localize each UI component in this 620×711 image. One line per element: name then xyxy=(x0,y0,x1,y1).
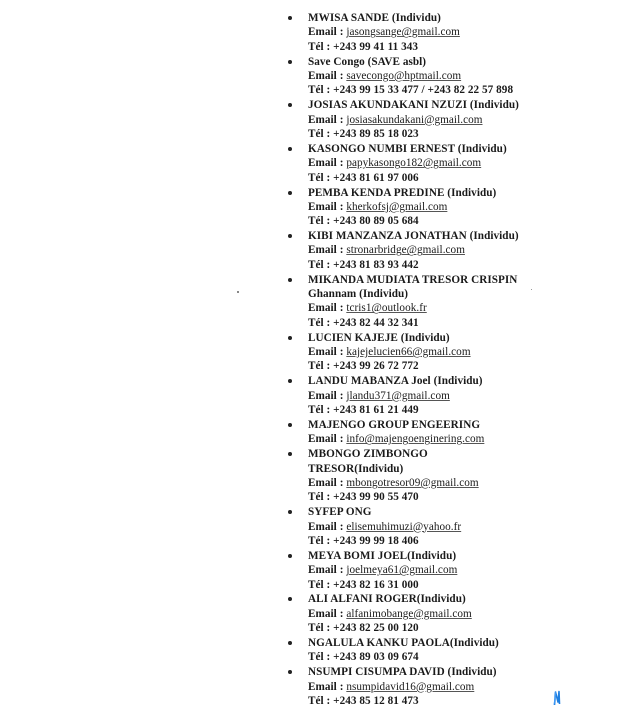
bullet-icon xyxy=(288,597,292,601)
phone-label: Tél : xyxy=(308,127,334,140)
email-label: Email : xyxy=(308,157,347,170)
email-link[interactable]: jlandu371@gmail.com xyxy=(346,389,450,402)
phone-line xyxy=(308,534,586,548)
bullet-icon xyxy=(288,191,292,195)
phone-label: Tél : xyxy=(308,258,334,271)
email-label: Email : xyxy=(308,389,347,402)
phone-label: Tél : xyxy=(308,316,334,329)
phone-label: Tél : xyxy=(308,534,334,547)
email-line xyxy=(308,563,586,577)
email-line xyxy=(308,243,586,257)
email-label: Email : xyxy=(308,200,347,213)
phone-number: +243 99 26 72 772 xyxy=(333,360,419,373)
email-link[interactable]: mbongotresor09@gmail.com xyxy=(346,476,479,489)
email-line xyxy=(308,69,586,83)
phone-line xyxy=(308,40,586,54)
phone-number: +243 85 12 81 473 xyxy=(333,695,419,708)
email-link[interactable]: jasongsange@gmail.com xyxy=(346,26,460,39)
bullet-icon xyxy=(288,336,292,340)
contact-name: NGALULA KANKU PAOLA(Individu) xyxy=(308,637,499,650)
email-label: Email : xyxy=(308,26,347,39)
email-line xyxy=(308,389,586,403)
phone-line xyxy=(308,403,586,417)
contact-list xyxy=(286,11,586,709)
email-label: Email : xyxy=(308,69,347,82)
contact-entry xyxy=(286,331,586,374)
email-line xyxy=(308,200,586,214)
bullet-icon xyxy=(288,278,292,282)
phone-label: Tél : xyxy=(308,651,334,664)
contact-entry xyxy=(286,549,586,592)
bullet-icon xyxy=(288,510,292,514)
phone-number: +243 89 03 09 674 xyxy=(333,651,419,664)
contact-entry xyxy=(286,229,586,272)
email-link[interactable]: kherkofsj@gmail.com xyxy=(346,200,448,213)
contact-entry xyxy=(286,447,586,504)
contact-name: NSUMPI CISUMPA DAVID (Individu) xyxy=(308,666,497,679)
email-link[interactable]: nsumpidavid16@gmail.com xyxy=(346,680,475,693)
phone-number: +243 82 25 00 120 xyxy=(333,622,419,635)
bullet-icon xyxy=(288,554,292,558)
contact-name: PEMBA KENDA PREDINE (Individu) xyxy=(308,186,497,199)
email-line xyxy=(308,156,586,170)
phone-label: Tél : xyxy=(308,695,334,708)
contact-name: MIKANDA MUDIATA TRESOR CRISPIN xyxy=(308,273,518,286)
email-label: Email : xyxy=(308,607,347,620)
scan-artifact xyxy=(237,291,239,293)
email-label: Email : xyxy=(308,680,347,693)
email-line xyxy=(308,345,586,359)
contact-name: LANDU MABANZA Joel (Individu) xyxy=(308,375,483,388)
contact-entry xyxy=(286,11,586,54)
contact-name: MBONGO ZIMBONGO xyxy=(308,448,428,461)
contact-name: JOSIAS AKUNDAKANI NZUZI (Individu) xyxy=(308,99,519,112)
email-link[interactable]: stronarbridge@gmail.com xyxy=(346,244,465,257)
contact-name: KIBI MANZANZA JONATHAN (Individu) xyxy=(308,230,519,243)
email-line xyxy=(308,520,586,534)
contact-entry xyxy=(286,592,586,635)
contact-name: LUCIEN KAJEJE (Individu) xyxy=(308,331,450,344)
email-line xyxy=(308,432,586,446)
phone-number: +243 99 41 11 343 xyxy=(333,40,419,53)
email-line xyxy=(308,113,586,127)
contact-name: Save Congo (SAVE asbl) xyxy=(308,55,427,68)
phone-line xyxy=(308,694,586,708)
phone-number: +243 99 99 18 406 xyxy=(333,534,419,547)
bullet-icon xyxy=(288,641,292,645)
email-label: Email : xyxy=(308,346,347,359)
phone-label: Tél : xyxy=(308,491,334,504)
contact-entry xyxy=(286,186,586,229)
phone-number: +243 82 16 31 000 xyxy=(333,578,419,591)
phone-label: Tél : xyxy=(308,578,334,591)
email-label: Email : xyxy=(308,113,347,126)
email-link[interactable]: kajejelucien66@gmail.com xyxy=(346,346,471,359)
contact-entry xyxy=(286,665,586,708)
contact-entry xyxy=(286,374,586,417)
contact-name: KASONGO NUMBI ERNEST (Individu) xyxy=(308,142,507,155)
phone-line xyxy=(308,650,586,664)
phone-line xyxy=(308,490,586,504)
phone-label: Tél : xyxy=(308,360,334,373)
contact-name: MEYA BOMI JOEL(Individu) xyxy=(308,549,457,562)
contact-name: TRESOR(Individu) xyxy=(308,462,404,475)
email-label: Email : xyxy=(308,433,347,446)
contact-entry xyxy=(286,273,586,330)
phone-line xyxy=(308,359,586,373)
email-label: Email : xyxy=(308,476,347,489)
contact-name: SYFEP ONG xyxy=(308,506,372,519)
phone-label: Tél : xyxy=(308,404,334,417)
email-link[interactable]: elisemuhimuzi@yahoo.fr xyxy=(346,520,462,533)
phone-line xyxy=(308,578,586,592)
email-link[interactable]: josiasakundakani@gmail.com xyxy=(346,113,483,126)
contact-name: MAJENGO GROUP ENGEERING xyxy=(308,418,481,431)
contact-entry xyxy=(286,55,586,98)
bullet-icon xyxy=(288,670,292,674)
bullet-icon xyxy=(288,16,292,20)
email-line xyxy=(308,25,586,39)
phone-label: Tél : xyxy=(308,40,334,53)
phone-line xyxy=(308,83,586,97)
phone-number: +243 82 44 32 341 xyxy=(333,316,419,329)
contact-name: MWISA SANDE (Individu) xyxy=(308,12,441,24)
phone-line xyxy=(308,258,586,272)
phone-label: Tél : xyxy=(308,171,334,184)
phone-number: +243 99 90 55 470 xyxy=(333,491,419,504)
phone-label: Tél : xyxy=(308,622,334,635)
phone-line xyxy=(308,127,586,141)
email-label: Email : xyxy=(308,564,347,577)
email-link[interactable]: savecongo@hptmail.com xyxy=(346,69,462,82)
email-link[interactable]: info@majengoenginering.com xyxy=(346,433,485,446)
handwritten-initial-mark xyxy=(553,690,561,706)
email-label: Email : xyxy=(308,302,347,315)
phone-number: +243 81 83 93 442 xyxy=(333,258,419,271)
phone-label: Tél : xyxy=(308,215,334,228)
contact-entry xyxy=(286,636,586,665)
phone-number: +243 81 61 97 006 xyxy=(333,171,419,184)
email-line xyxy=(308,476,586,490)
contact-name: ALI ALFANI ROGER(Individu) xyxy=(308,593,466,606)
email-line xyxy=(308,301,586,315)
email-line xyxy=(308,680,586,694)
email-link[interactable]: joelmeya61@gmail.com xyxy=(346,564,458,577)
email-link[interactable]: tcris1@outlook.fr xyxy=(346,302,427,315)
contact-entry xyxy=(286,418,586,447)
bullet-icon xyxy=(288,379,292,383)
bullet-icon xyxy=(288,103,292,107)
email-label: Email : xyxy=(308,520,347,533)
phone-number: +243 81 61 21 449 xyxy=(333,404,419,417)
bullet-icon xyxy=(288,60,292,64)
phone-line xyxy=(308,621,586,635)
phone-label: Tél : xyxy=(308,84,334,97)
contact-entry xyxy=(286,142,586,185)
phone-number: +243 99 15 33 477 / +243 82 22 57 898 xyxy=(333,84,514,97)
bullet-icon xyxy=(288,147,292,151)
email-link[interactable]: alfanimobange@gmail.com xyxy=(346,607,472,620)
contact-name: Ghannam (Individu) xyxy=(308,288,409,301)
email-line xyxy=(308,607,586,621)
phone-line xyxy=(308,214,586,228)
phone-line xyxy=(308,316,586,330)
scan-artifact xyxy=(531,289,532,290)
phone-number: +243 80 89 05 684 xyxy=(333,215,419,228)
email-link[interactable]: papykasongo182@gmail.com xyxy=(346,157,482,170)
email-label: Email : xyxy=(308,244,347,257)
contact-entry xyxy=(286,98,586,141)
phone-number: +243 89 85 18 023 xyxy=(333,127,419,140)
bullet-icon xyxy=(288,423,292,427)
phone-line xyxy=(308,171,586,185)
bullet-icon xyxy=(288,452,292,456)
contact-entry xyxy=(286,505,586,548)
bullet-icon xyxy=(288,234,292,238)
